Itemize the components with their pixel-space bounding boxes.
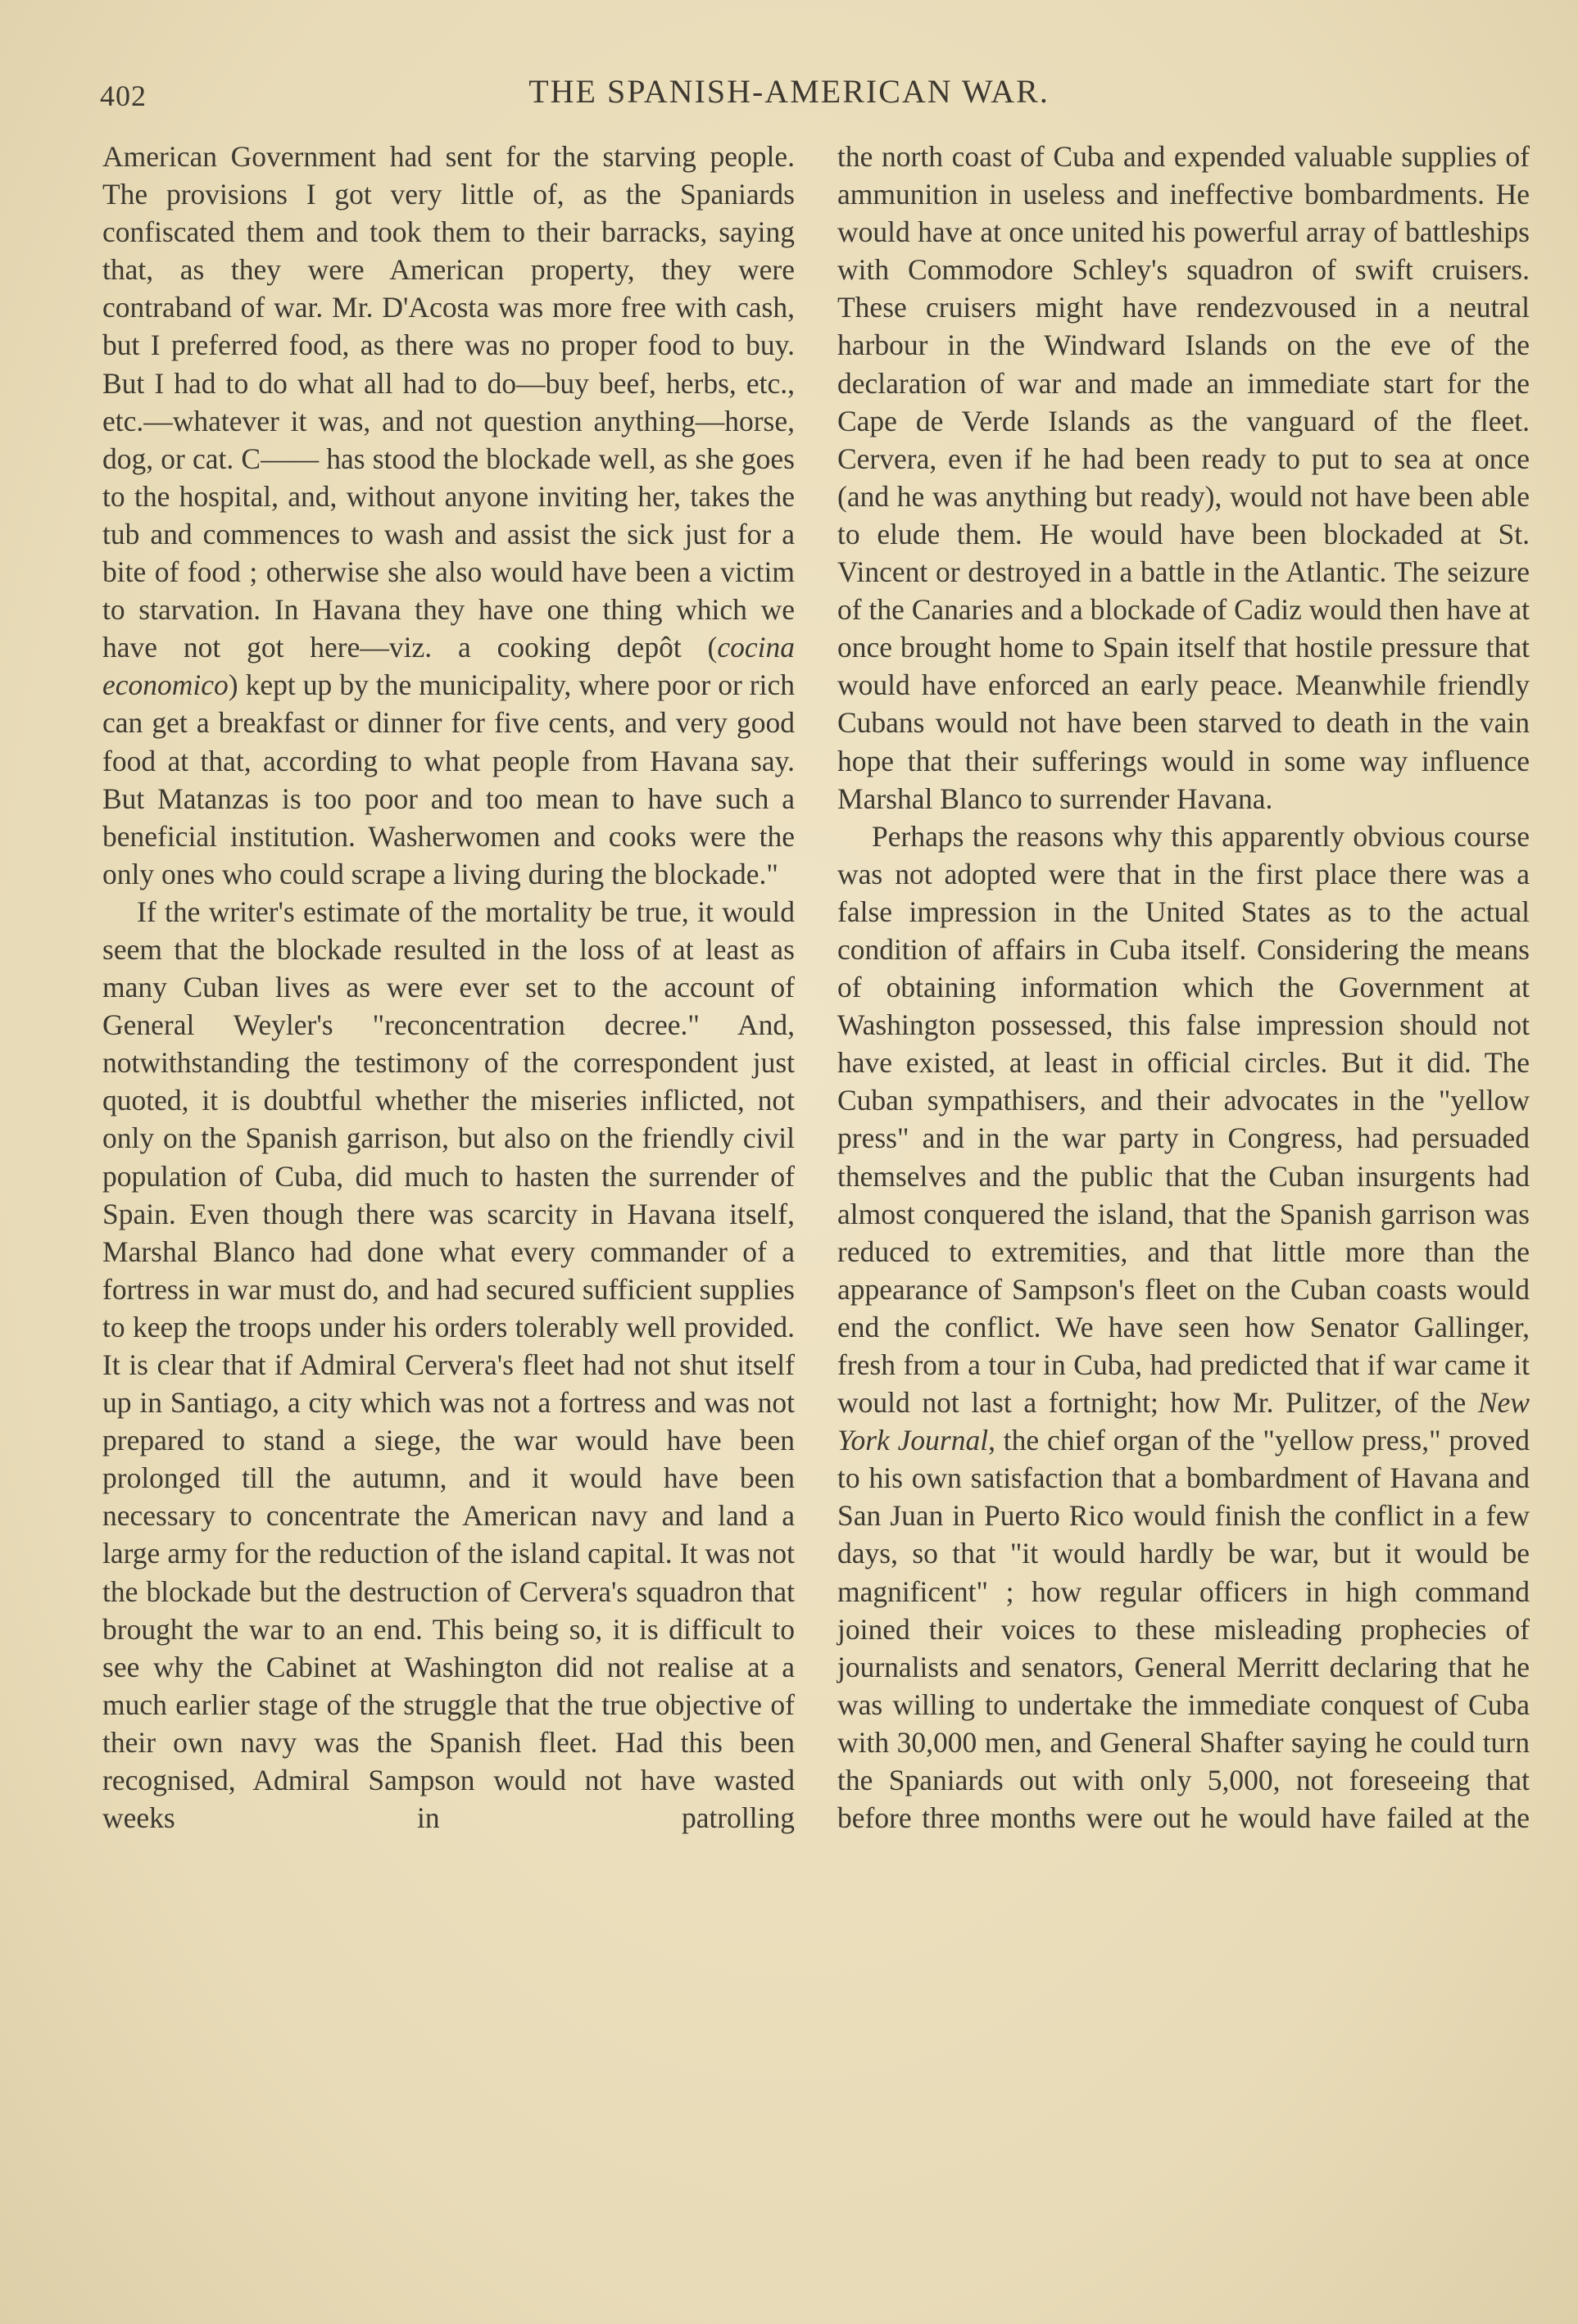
right-paragraph-2 [837, 818, 1530, 1837]
left-p1-italic: cocina economico [102, 631, 795, 702]
left-p1-text-a: American Government had sent for the starving people. The provisions I got very little of, as the Spaniards confiscated them and took them to their barracks, saying that, as they were American property, they were contraband of war. Mr. D'Acosta was more free with cash, but I preferred food, as there was no proper food to buy. But I had to do what all had to do—buy beef, herbs, etc., etc.—whatever it was, and not question anything—horse, dog, or cat. C—— has stood the blockade well, as she goes to the hospital, and, without anyone inviting her, takes the tub and commences to wash and assist the sick just for a bite of food ; otherwise she also would have been a victim to starvation. In Havana they have one thing which we have not got here—viz. a cooking depôt ( [102, 140, 795, 664]
right-p2-text-b: , the chief organ of the "yellow press," proved to his own satisfaction that a bombardment of Havana and San Juan in Puerto Rico would finish the conflict in a few days, so that "it would hardly be war, but it would be magnificent" ; how regular officers in high command joined their voices to these misleading prophecies of journalists and senators, General Merritt declaring that he was willing to undertake the immediate conquest of Cuba with 30,000 men, and General Shafter saying he could turn the Spaniards out with only 5,000, not foreseeing that before three months were out he would have failed at the [837, 1424, 1530, 1835]
right-p2-italic: New York Journal [837, 1386, 1530, 1457]
page-number: 402 [100, 79, 147, 112]
left-p1-text-b: ) kept up by the municipality, where poor or rich can get a breakfast or dinner for five cents, and very good food at that, according to what people from Havana say. But Matanzas is too poor and too mean to have such a beneficial institution. Washerwomen and cooks were the only ones who could scrape a living during the blockade." [102, 668, 795, 890]
right-p2-text-a: Perhaps the reasons why this apparently obvious course was not adopted were that in the first place there was a false impression in the United States as to the actual condition of affairs in Cuba itself. Considering the means of obtaining information which the Government at Washington possessed, this false impression should not have existed, at least in official circles. But it did. The Cuban sympathisers, and their advocates in the "yellow press" and in the war party in Congress, had persuaded themselves and the public that the Cuban insurgents had almost conquered the island, that the Spanish garrison was reduced to extremities, and that little more than the appearance of Sampson's fleet on the Cuban coasts would end the conflict. We have seen how Senator Gallinger, fresh from a tour in Cuba, had predicted that if war came it would not last a fortnight; how Mr. Pulitzer, of the [837, 819, 1530, 1420]
running-head: THE SPANISH-AMERICAN WAR. [528, 73, 1050, 110]
left-paragraph-1 [102, 138, 795, 893]
left-paragraph-2: If the writer's estimate of the mortality be true, it would seem that the blockade resulted in the loss of at least as many Cuban lives as were ever set to the account of General Weyler's "reconcentration decree." And, notwithstanding the testimony of the correspondent just quoted, it is doubtful whether the miseries inflicted, not only on the Spanish garrison, but also on the friendly civil population of Cuba, did much to hasten the surrender of Spain. Even though there was scarcity in Havana itself, Marshal Blanco had done what every commander of a fortress in war must do, and had secured sufficient supplies to keep the troops under his orders tolerably well provided. It is clear that if Admiral Cervera's fleet had not shut itself up in Santiago, a city which was not a fortress and was not prepared to stand a siege, the war would have been prolonged till the autumn, and it would have been necessary to concentrate the American navy and land a large army for the reduction of the island capital. It was not the blockade but the destruction of Cervera's squadron that brought the war to an end. This being so, it is difficult to see why the Cabinet at Washington did not realise at a much earlier stage of the struggle that the true objective of their own navy was the Spanish fleet. Had this been recognised, Admiral Sampson would not have wasted weeks in patrolling [102, 895, 795, 1835]
right-paragraph-1: the north coast of Cuba and expended valuable supplies of ammunition in useless and ineffective bombardments. He would have at once united his powerful array of battleships with Commodore Schley's squadron of swift cruisers. These cruisers might have rendezvoused in a neutral harbour in the Windward Islands on the eve of the declaration of war and made an immediate start for the Cape de Verde Islands as the vanguard of the fleet. Cervera, even if he had been ready to put to sea at once (and he was anything but ready), would not have been able to elude them. He would have been blockaded at St. Vincent or destroyed in a battle in the Atlantic. The seizure of the Canaries and a blockade of Cadiz would then have at once brought home to Spain itself that hostile pressure that would have enforced an early peace. Meanwhile friendly Cubans would not have been starved to death in the vain hope that their sufferings would in some way influence Marshal Blanco to surrender Havana. [837, 140, 1530, 815]
right-column [837, 138, 1530, 1837]
left-column [102, 138, 795, 1837]
